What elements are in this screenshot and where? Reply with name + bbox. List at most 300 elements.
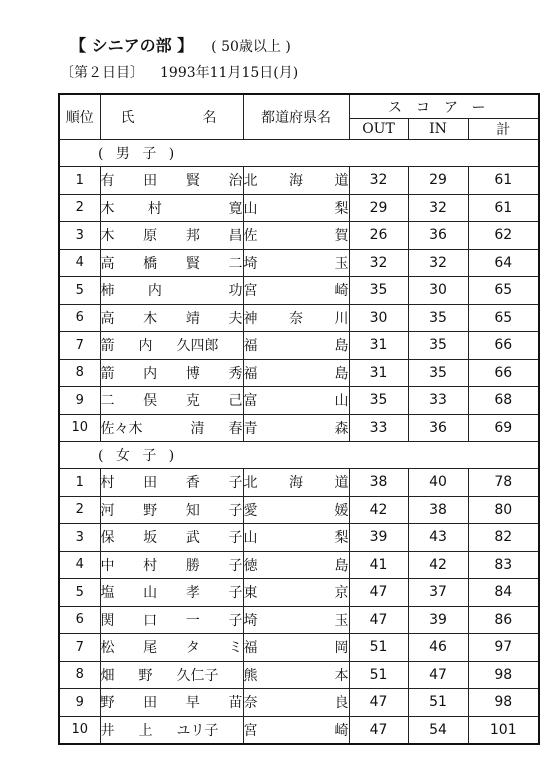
score-total-cell: 61 xyxy=(468,167,539,195)
player-name-part: 子 xyxy=(228,502,243,519)
prefecture-part: 森 xyxy=(334,420,349,437)
score-out-cell: 32 xyxy=(349,249,408,277)
player-name xyxy=(101,363,243,383)
rank-cell: 7 xyxy=(59,634,100,662)
prefecture-part: 山 xyxy=(243,530,258,547)
score-in-cell: 51 xyxy=(408,689,468,717)
player-name-cell xyxy=(100,249,243,277)
player-name-part: 木 xyxy=(100,200,115,217)
header-name-first: 氏 xyxy=(120,110,135,126)
player-name xyxy=(101,253,243,273)
player-name-part: 子 xyxy=(228,585,243,602)
player-name xyxy=(101,280,243,300)
player-name-part: 内 xyxy=(138,338,153,355)
score-in-cell: 42 xyxy=(408,551,468,579)
score-out-cell: 35 xyxy=(349,277,408,305)
score-out-cell: 51 xyxy=(349,634,408,662)
prefecture-name xyxy=(244,335,349,355)
prefecture-name xyxy=(244,692,349,712)
player-name-part: ユリ子 xyxy=(176,722,219,739)
player-name-cell xyxy=(100,332,243,360)
section-subtitle: ( 50歳以上 ) xyxy=(211,39,291,55)
rank-cell: 2 xyxy=(59,496,100,524)
player-name-part: 村 xyxy=(147,200,162,217)
prefecture-cell xyxy=(243,414,349,442)
score-out-cell: 47 xyxy=(349,606,408,634)
player-name-part: 口 xyxy=(143,612,158,629)
score-in-cell: 40 xyxy=(408,469,468,497)
date-line xyxy=(60,62,298,82)
table-row xyxy=(59,359,539,387)
table-row xyxy=(59,634,539,662)
player-name-cell xyxy=(100,277,243,305)
prefecture-part: 島 xyxy=(334,338,349,355)
player-name-part: 知 xyxy=(185,502,200,519)
prefecture-part: 神 xyxy=(243,310,258,327)
player-name-part: 久四郎 xyxy=(176,338,219,355)
player-name-part: 高 xyxy=(100,310,115,327)
player-name xyxy=(101,170,243,190)
player-name-part: 木 xyxy=(143,310,158,327)
player-name-part: 子 xyxy=(228,612,243,629)
women-section-text: ( 女 子 ) xyxy=(98,448,179,464)
player-name-part: 治 xyxy=(228,173,243,190)
prefecture-cell xyxy=(243,496,349,524)
score-total-cell: 65 xyxy=(468,277,539,305)
rank-cell: 5 xyxy=(59,579,100,607)
prefecture-part: 媛 xyxy=(334,502,349,519)
header-out: OUT xyxy=(349,119,408,140)
prefecture-name xyxy=(244,472,349,492)
prefecture-part: 宮 xyxy=(243,283,258,300)
prefecture-part: 福 xyxy=(243,338,258,355)
score-in-cell: 36 xyxy=(408,222,468,250)
player-name-part: 春 xyxy=(228,420,243,437)
prefecture-cell xyxy=(243,359,349,387)
player-name xyxy=(101,335,243,355)
prefecture-part: 道 xyxy=(334,173,349,190)
player-name-part: 村 xyxy=(100,475,115,492)
rank-cell: 5 xyxy=(59,277,100,305)
player-name-part: 賢 xyxy=(185,255,200,272)
rank-cell: 4 xyxy=(59,249,100,277)
prefecture-name xyxy=(244,280,349,300)
prefecture-part: 崎 xyxy=(334,283,349,300)
table-row xyxy=(59,551,539,579)
rank-cell: 6 xyxy=(59,606,100,634)
player-name-part: 上 xyxy=(138,722,153,739)
score-out-cell: 29 xyxy=(349,194,408,222)
rank-cell: 2 xyxy=(59,194,100,222)
score-out-cell: 47 xyxy=(349,579,408,607)
prefecture-part: 北 xyxy=(243,475,258,492)
player-name-part: 田 xyxy=(143,173,158,190)
score-out-cell: 47 xyxy=(349,689,408,717)
player-name-part: 俣 xyxy=(143,393,158,410)
rank-cell: 6 xyxy=(59,304,100,332)
score-total-cell: 86 xyxy=(468,606,539,634)
table-row xyxy=(59,716,539,744)
player-name-part: 畑 xyxy=(100,667,115,684)
score-total-cell: 97 xyxy=(468,634,539,662)
player-name-part: 勝 xyxy=(185,557,200,574)
score-out-cell: 32 xyxy=(349,167,408,195)
prefecture-name xyxy=(244,363,349,383)
prefecture-part: 山 xyxy=(243,200,258,217)
prefecture-part: 島 xyxy=(334,557,349,574)
player-name-cell xyxy=(100,524,243,552)
player-name-part: 功 xyxy=(228,283,243,300)
player-name-part: 久仁子 xyxy=(176,667,219,684)
player-name-part: 松 xyxy=(100,640,115,657)
rank-cell: 1 xyxy=(59,469,100,497)
prefecture-cell xyxy=(243,716,349,744)
score-in-cell: 32 xyxy=(408,249,468,277)
score-in-cell: 35 xyxy=(408,359,468,387)
table-row xyxy=(59,689,539,717)
table-row xyxy=(59,414,539,442)
player-name-part: 関 xyxy=(100,612,115,629)
score-out-cell: 31 xyxy=(349,359,408,387)
rank-cell: 9 xyxy=(59,387,100,415)
prefecture-name xyxy=(244,720,349,740)
table-row xyxy=(59,304,539,332)
header-in: IN xyxy=(408,119,468,140)
table-row xyxy=(59,661,539,689)
score-total-cell: 68 xyxy=(468,387,539,415)
prefecture-cell xyxy=(243,304,349,332)
player-name-part: 箭 xyxy=(100,365,115,382)
player-name-part: 清 xyxy=(190,420,205,437)
prefecture-part: 佐 xyxy=(243,228,258,245)
prefecture-cell xyxy=(243,661,349,689)
score-total-cell: 61 xyxy=(468,194,539,222)
player-name-part: 二 xyxy=(228,255,243,272)
women-section-row xyxy=(59,442,539,469)
score-in-cell: 33 xyxy=(408,387,468,415)
prefecture-part: 埼 xyxy=(243,612,258,629)
prefecture-name xyxy=(244,637,349,657)
player-name xyxy=(101,418,243,438)
player-name-part: 邦 xyxy=(185,228,200,245)
player-name xyxy=(101,555,243,575)
player-name xyxy=(101,527,243,547)
prefecture-cell xyxy=(243,551,349,579)
prefecture-part: 玉 xyxy=(334,612,349,629)
prefecture-name xyxy=(244,582,349,602)
player-name-part: 井 xyxy=(100,722,115,739)
prefecture-name xyxy=(244,527,349,547)
player-name-part: 子 xyxy=(228,475,243,492)
table-row xyxy=(59,167,539,195)
prefecture-part: 岡 xyxy=(334,640,349,657)
prefecture-part: 海 xyxy=(289,173,303,190)
table-row xyxy=(59,222,539,250)
player-name-part: 香 xyxy=(185,475,200,492)
player-name xyxy=(101,225,243,245)
header-prefecture: 都道府県名 xyxy=(243,94,349,140)
score-total-cell: 66 xyxy=(468,332,539,360)
prefecture-part: 北 xyxy=(243,173,258,190)
rank-cell: 10 xyxy=(59,716,100,744)
player-name-cell xyxy=(100,606,243,634)
prefecture-part: 良 xyxy=(334,695,349,712)
section-title: 【 シニアの部 】 xyxy=(70,36,194,55)
rank-cell: 3 xyxy=(59,524,100,552)
player-name-part: 塩 xyxy=(100,585,115,602)
prefecture-cell xyxy=(243,634,349,662)
prefecture-part: 玉 xyxy=(334,255,349,272)
score-out-cell: 39 xyxy=(349,524,408,552)
score-in-cell: 39 xyxy=(408,606,468,634)
prefecture-name xyxy=(244,418,349,438)
table-row xyxy=(59,387,539,415)
player-name-part: 内 xyxy=(143,365,158,382)
player-name-cell xyxy=(100,359,243,387)
player-name-part: 村 xyxy=(143,557,158,574)
prefecture-cell xyxy=(243,167,349,195)
prefecture-part: 富 xyxy=(243,393,258,410)
header-rank: 順位 xyxy=(59,94,100,140)
prefecture-name xyxy=(244,308,349,328)
player-name-part: 保 xyxy=(100,530,115,547)
score-total-cell: 101 xyxy=(468,716,539,744)
prefecture-cell xyxy=(243,606,349,634)
rank-cell: 7 xyxy=(59,332,100,360)
player-name-cell xyxy=(100,634,243,662)
score-out-cell: 42 xyxy=(349,496,408,524)
prefecture-part: 徳 xyxy=(243,557,258,574)
round-date: 1993年11月15日(月) xyxy=(160,65,299,81)
score-in-cell: 30 xyxy=(408,277,468,305)
player-name-part: 博 xyxy=(185,365,200,382)
prefecture-name xyxy=(244,500,349,520)
player-name-part: 木 xyxy=(100,228,115,245)
rank-cell: 8 xyxy=(59,359,100,387)
player-name-part: 山 xyxy=(143,585,158,602)
table-row xyxy=(59,524,539,552)
player-name-part: 早 xyxy=(185,695,200,712)
player-name-part: 秀 xyxy=(228,365,243,382)
player-name-part: 夫 xyxy=(228,310,243,327)
score-total-cell: 62 xyxy=(468,222,539,250)
score-out-cell: 33 xyxy=(349,414,408,442)
score-in-cell: 43 xyxy=(408,524,468,552)
score-out-cell: 47 xyxy=(349,716,408,744)
player-name-part: 二 xyxy=(100,393,115,410)
header-score: スコアー xyxy=(349,94,539,119)
prefecture-cell xyxy=(243,277,349,305)
prefecture-name xyxy=(244,225,349,245)
player-name-cell xyxy=(100,194,243,222)
results-table xyxy=(58,93,540,745)
prefecture-part: 愛 xyxy=(243,502,258,519)
score-out-cell: 35 xyxy=(349,387,408,415)
score-in-cell: 37 xyxy=(408,579,468,607)
player-name-part: 佐々木 xyxy=(100,420,143,437)
player-name-part: 己 xyxy=(228,393,243,410)
score-in-cell: 38 xyxy=(408,496,468,524)
score-in-cell: 47 xyxy=(408,661,468,689)
player-name-part: 賢 xyxy=(185,173,200,190)
men-section-label xyxy=(59,140,539,167)
prefecture-name xyxy=(244,390,349,410)
prefecture-part: 京 xyxy=(334,585,349,602)
prefecture-part: 島 xyxy=(334,365,349,382)
prefecture-name xyxy=(244,665,349,685)
prefecture-part: 賀 xyxy=(334,228,349,245)
prefecture-part: 東 xyxy=(243,585,258,602)
player-name xyxy=(101,390,243,410)
player-name-part: 克 xyxy=(185,393,200,410)
score-in-cell: 46 xyxy=(408,634,468,662)
prefecture-part: 埼 xyxy=(243,255,258,272)
player-name-part: 野 xyxy=(100,695,115,712)
player-name xyxy=(101,308,243,328)
player-name-cell xyxy=(100,222,243,250)
score-total-cell: 98 xyxy=(468,689,539,717)
prefecture-cell xyxy=(243,524,349,552)
prefecture-part: 梨 xyxy=(334,530,349,547)
score-out-cell: 31 xyxy=(349,332,408,360)
player-name-part: 子 xyxy=(228,557,243,574)
prefecture-part: 宮 xyxy=(243,722,258,739)
player-name-part: 柿 xyxy=(100,283,115,300)
player-name-part: 子 xyxy=(228,530,243,547)
player-name-cell xyxy=(100,689,243,717)
player-name-cell xyxy=(100,387,243,415)
player-name-part: ミ xyxy=(228,640,243,657)
men-section-row xyxy=(59,140,539,167)
player-name-part: 有 xyxy=(100,173,115,190)
player-name xyxy=(101,637,243,657)
table-row xyxy=(59,277,539,305)
player-name-cell xyxy=(100,579,243,607)
rank-cell: 9 xyxy=(59,689,100,717)
player-name-part: 原 xyxy=(143,228,158,245)
header-name-second: 名 xyxy=(202,110,217,126)
player-name xyxy=(101,665,243,685)
player-name xyxy=(101,500,243,520)
player-name xyxy=(101,610,243,630)
table-row xyxy=(59,194,539,222)
header-total: 計 xyxy=(468,119,539,140)
score-out-cell: 51 xyxy=(349,661,408,689)
rank-cell: 4 xyxy=(59,551,100,579)
section-heading xyxy=(70,33,291,56)
player-name-cell xyxy=(100,167,243,195)
score-out-cell: 38 xyxy=(349,469,408,497)
score-in-cell: 36 xyxy=(408,414,468,442)
score-total-cell: 69 xyxy=(468,414,539,442)
score-total-cell: 80 xyxy=(468,496,539,524)
player-name-cell xyxy=(100,469,243,497)
score-total-cell: 64 xyxy=(468,249,539,277)
table-row xyxy=(59,496,539,524)
player-name-part: 寛 xyxy=(228,200,243,217)
header-name xyxy=(100,94,243,140)
score-in-cell: 32 xyxy=(408,194,468,222)
prefecture-part: 奈 xyxy=(289,310,303,327)
prefecture-cell xyxy=(243,579,349,607)
player-name xyxy=(101,472,243,492)
prefecture-part: 本 xyxy=(334,667,349,684)
prefecture-name xyxy=(244,253,349,273)
prefecture-cell xyxy=(243,222,349,250)
player-name-part: 野 xyxy=(138,667,153,684)
prefecture-cell xyxy=(243,387,349,415)
player-name-part: 武 xyxy=(185,530,200,547)
player-name-cell xyxy=(100,716,243,744)
prefecture-part: 奈 xyxy=(243,695,258,712)
player-name-cell xyxy=(100,551,243,579)
rank-cell: 10 xyxy=(59,414,100,442)
prefecture-name xyxy=(244,555,349,575)
player-name-part: 田 xyxy=(143,695,158,712)
player-name-cell xyxy=(100,496,243,524)
player-name-part: タ xyxy=(185,640,200,657)
score-total-cell: 84 xyxy=(468,579,539,607)
player-name-part: 孝 xyxy=(185,585,200,602)
table-row xyxy=(59,606,539,634)
prefecture-part: 梨 xyxy=(334,200,349,217)
score-total-cell: 98 xyxy=(468,661,539,689)
player-name-part: 尾 xyxy=(143,640,158,657)
rank-cell: 1 xyxy=(59,167,100,195)
prefecture-part: 青 xyxy=(243,420,258,437)
player-name-part: 内 xyxy=(147,283,162,300)
player-name-cell xyxy=(100,414,243,442)
player-name xyxy=(101,720,243,740)
player-name-part: 昌 xyxy=(228,228,243,245)
player-name-part: 箭 xyxy=(100,338,115,355)
prefecture-part: 川 xyxy=(334,310,349,327)
player-name xyxy=(101,198,243,218)
women-section-label xyxy=(59,442,539,469)
rank-cell: 8 xyxy=(59,661,100,689)
score-total-cell: 78 xyxy=(468,469,539,497)
table-row xyxy=(59,332,539,360)
score-in-cell: 35 xyxy=(408,304,468,332)
score-in-cell: 29 xyxy=(408,167,468,195)
player-name-part: 高 xyxy=(100,255,115,272)
prefecture-part: 熊 xyxy=(243,667,258,684)
prefecture-cell xyxy=(243,194,349,222)
prefecture-cell xyxy=(243,469,349,497)
score-out-cell: 41 xyxy=(349,551,408,579)
prefecture-name xyxy=(244,170,349,190)
score-in-cell: 35 xyxy=(408,332,468,360)
player-name-part: 靖 xyxy=(185,310,200,327)
player-name-part: 一 xyxy=(185,612,200,629)
prefecture-part: 海 xyxy=(289,475,303,492)
score-in-cell: 54 xyxy=(408,716,468,744)
player-name-part: 坂 xyxy=(143,530,158,547)
player-name-part: 河 xyxy=(100,502,115,519)
prefecture-name xyxy=(244,198,349,218)
table-row xyxy=(59,469,539,497)
player-name-part: 中 xyxy=(100,557,115,574)
player-name-part: 苗 xyxy=(228,695,243,712)
prefecture-part: 道 xyxy=(334,475,349,492)
prefecture-name xyxy=(244,610,349,630)
score-total-cell: 82 xyxy=(468,524,539,552)
player-name-part: 野 xyxy=(143,502,158,519)
men-section-text: ( 男 子 ) xyxy=(98,146,179,162)
prefecture-part: 福 xyxy=(243,640,258,657)
prefecture-cell xyxy=(243,689,349,717)
player-name xyxy=(101,582,243,602)
